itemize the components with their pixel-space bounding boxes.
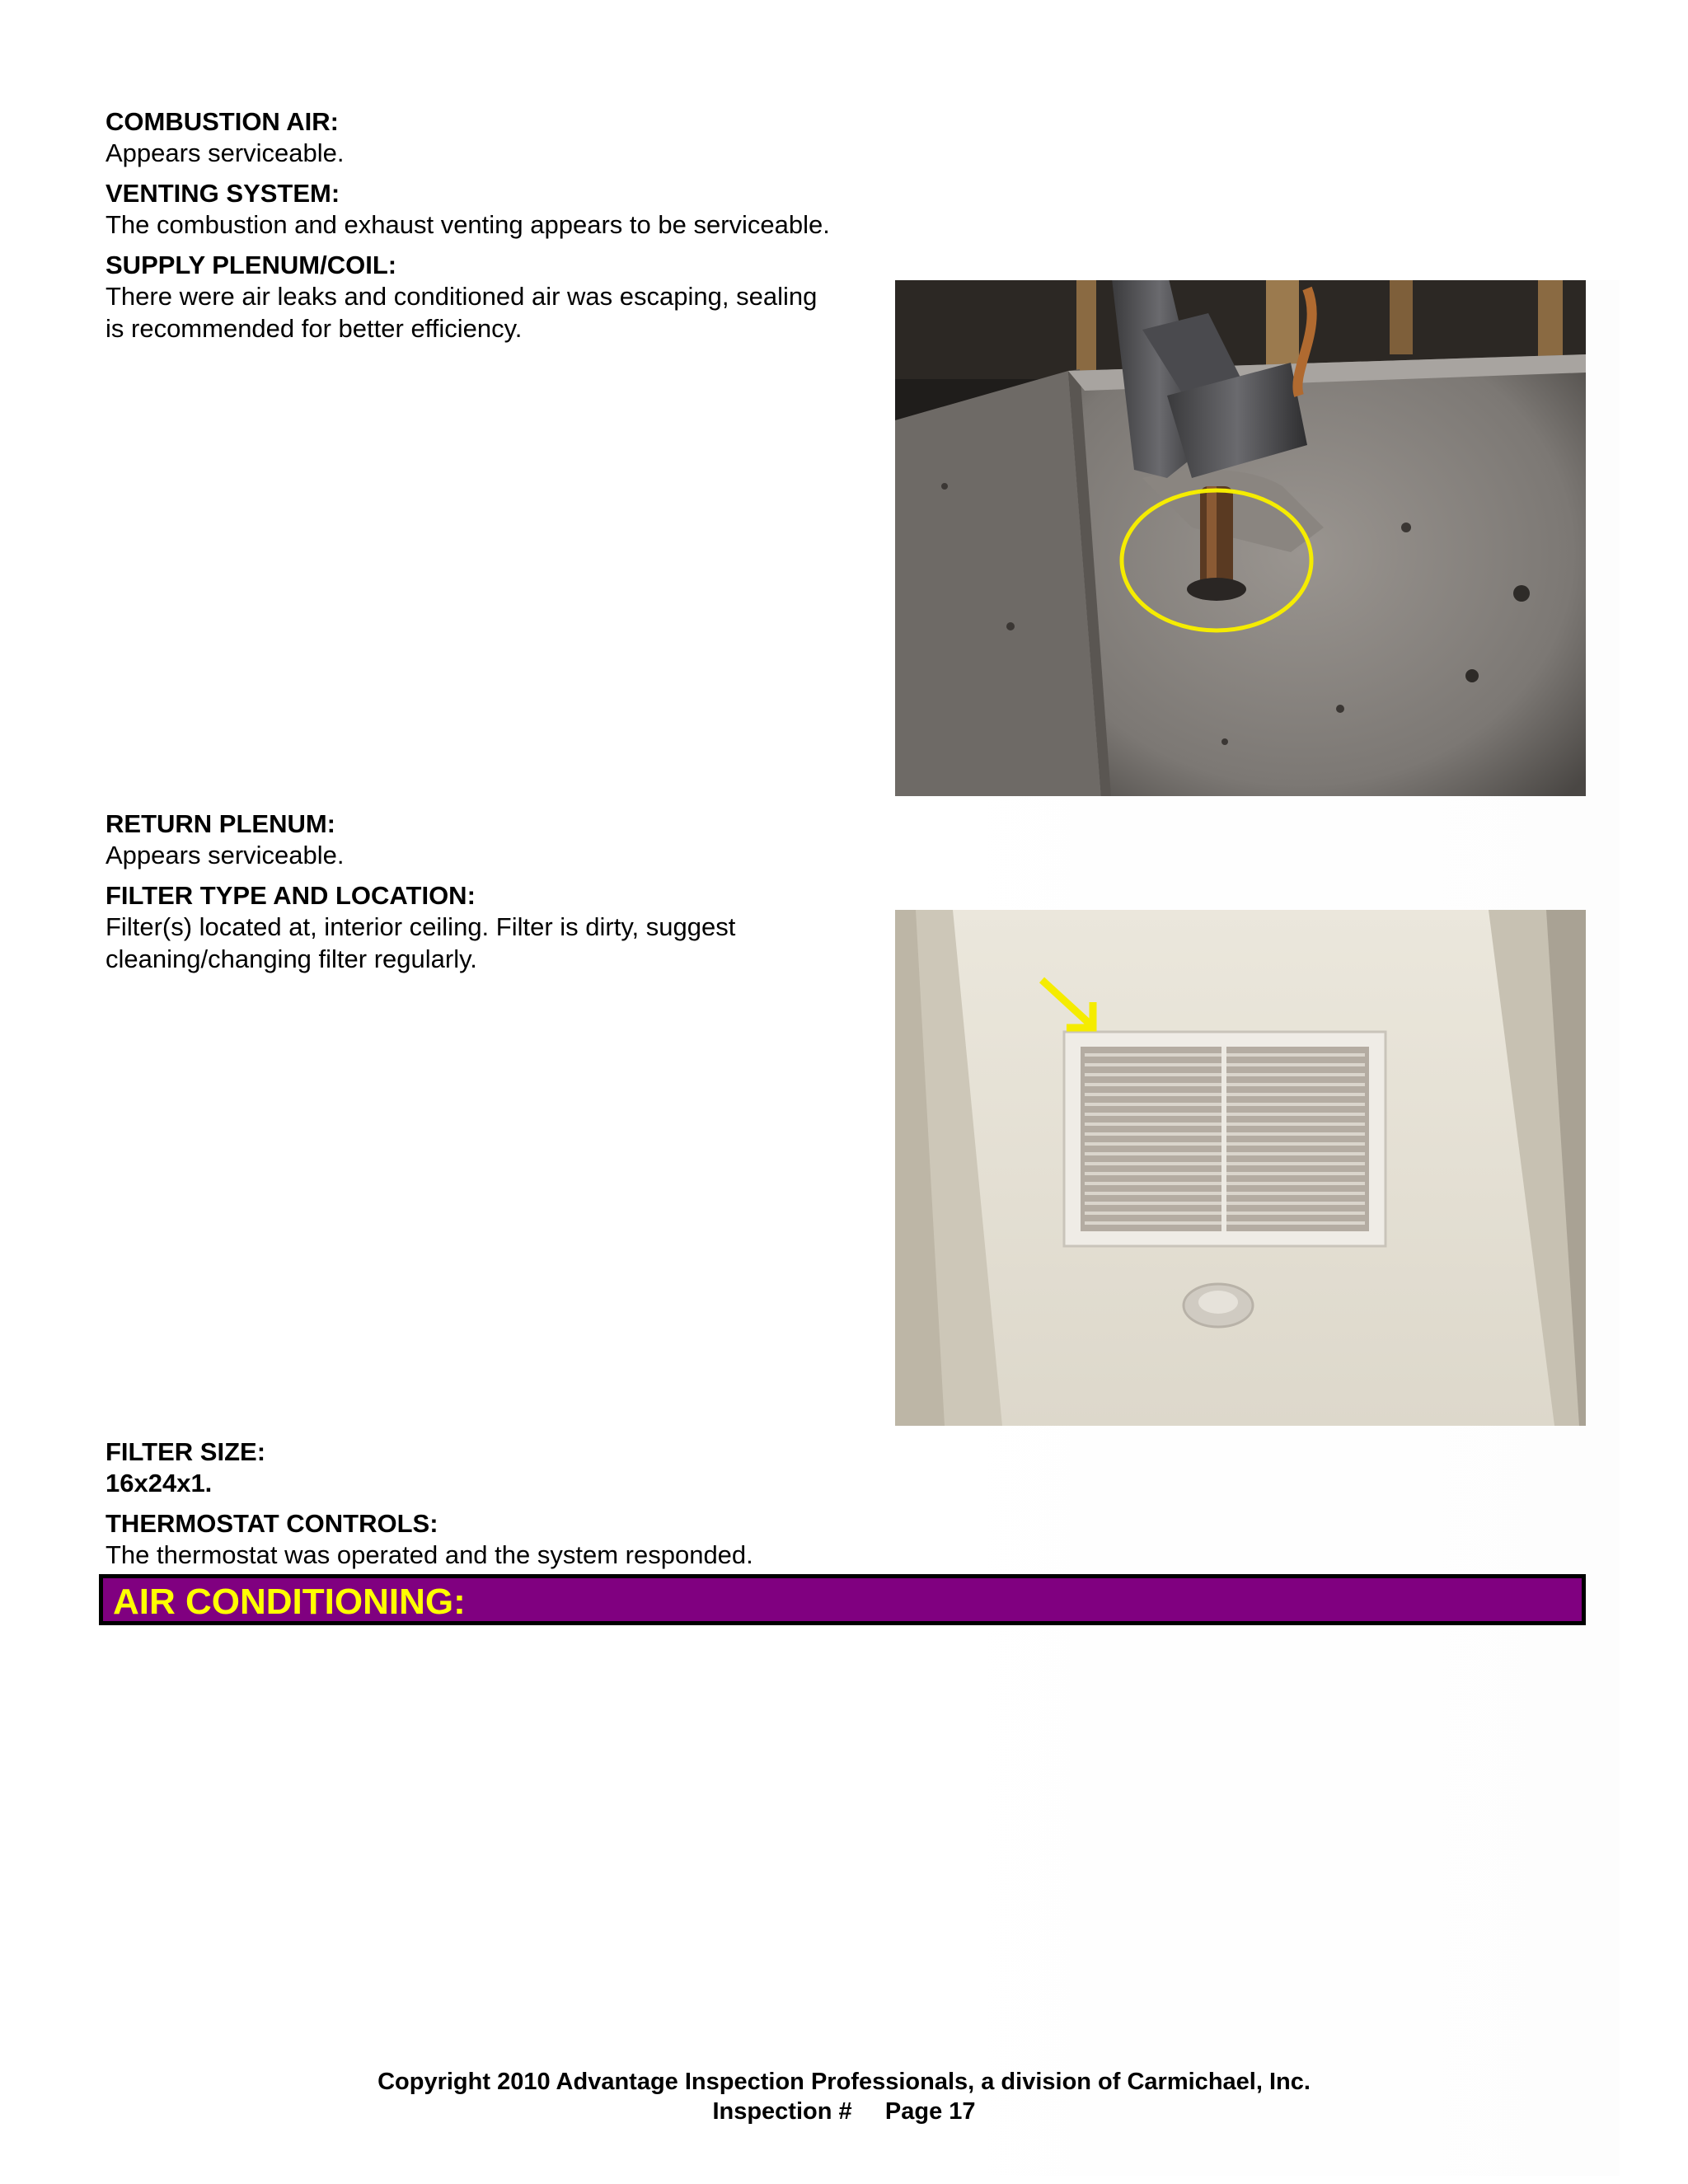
footer-copyright: Copyright 2010 Advantage Inspection Professionals, a division of Carmichael, Inc. xyxy=(377,2069,1311,2095)
heading-thermostat-controls: THERMOSTAT CONTROLS: xyxy=(106,1509,438,1538)
text-return-plenum: Appears serviceable. xyxy=(106,841,345,869)
text-filter-type-line-2: cleaning/changing filter regularly. xyxy=(106,944,477,973)
text-thermostat-controls: The thermostat was operated and the system responded. xyxy=(106,1540,753,1569)
heading-filter-size: FILTER SIZE: xyxy=(106,1437,266,1466)
photo-supply-plenum xyxy=(895,280,1586,796)
text-supply-plenum xyxy=(106,280,897,344)
text-filter-type-line-1: Filter(s) located at, interior ceiling. Filter is dirty, suggest xyxy=(106,912,736,941)
text-supply-plenum-line-2: is recommended for better efficiency. xyxy=(106,314,523,343)
heading-combustion-air: COMBUSTION AIR: xyxy=(106,107,339,136)
text-filter-size: 16x24x1. xyxy=(106,1469,213,1497)
heading-venting-system: VENTING SYSTEM: xyxy=(106,179,340,208)
text-filter-type-location xyxy=(106,911,897,975)
heading-return-plenum: RETURN PLENUM: xyxy=(106,809,335,838)
section-title-air-conditioning: AIR CONDITIONING: xyxy=(113,1582,466,1622)
text-supply-plenum-line-1: There were air leaks and conditioned air was escaping, sealing xyxy=(106,282,818,311)
heading-filter-type-location: FILTER TYPE AND LOCATION: xyxy=(106,881,476,910)
footer-page-number: Inspection # Page 17 xyxy=(712,2098,976,2125)
photo-filter-grille xyxy=(895,910,1586,1426)
heading-supply-plenum: SUPPLY PLENUM/COIL: xyxy=(106,251,397,279)
section-header-bar xyxy=(99,1574,1586,1625)
text-combustion-air: Appears serviceable. xyxy=(106,138,345,167)
text-venting-system: The combustion and exhaust venting appears to be serviceable. xyxy=(106,210,830,239)
